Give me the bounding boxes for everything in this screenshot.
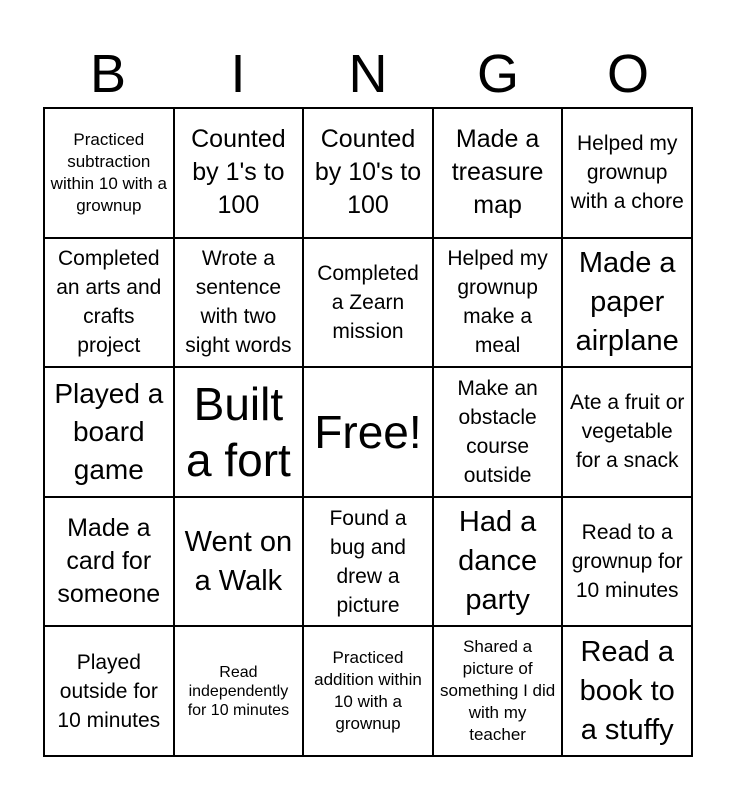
- bingo-cell: Wrote a sentence with two sight words: [174, 238, 304, 368]
- bingo-cell: Played a board game: [44, 367, 174, 497]
- header-letter-g: G: [476, 44, 519, 104]
- bingo-cell: Helped my grownup with a chore: [562, 108, 692, 238]
- bingo-cell: Counted by 1's to 100: [174, 108, 304, 238]
- bingo-cell: Read independently for 10 minutes: [174, 626, 304, 756]
- bingo-cell: Counted by 10's to 100: [303, 108, 433, 238]
- bingo-cell: Made a treasure map: [433, 108, 563, 238]
- free-space-cell: Free!: [303, 367, 433, 497]
- bingo-cell: Played outside for 10 minutes: [44, 626, 174, 756]
- bingo-cell: Practiced addition within 10 with a grownup: [303, 626, 433, 756]
- bingo-cell: Make an obstacle course outside: [433, 367, 563, 497]
- bingo-cell: Made a paper airplane: [562, 238, 692, 368]
- bingo-header: [43, 44, 693, 104]
- header-letter-n: N: [348, 44, 388, 104]
- bingo-cell: Had a dance party: [433, 497, 563, 627]
- bingo-cell: Went on a Walk: [174, 497, 304, 627]
- bingo-cell: Read a book to a stuffy: [562, 626, 692, 756]
- header-letter-b: B: [89, 44, 127, 104]
- bingo-cell: Made a card for someone: [44, 497, 174, 627]
- bingo-cell: Built a fort: [174, 367, 304, 497]
- bingo-cell: Read to a grownup for 10 minutes: [562, 497, 692, 627]
- header-letter-i: I: [230, 44, 246, 104]
- bingo-cell: Found a bug and drew a picture: [303, 497, 433, 627]
- bingo-cell: Completed an arts and crafts project: [44, 238, 174, 368]
- bingo-grid: [43, 107, 693, 757]
- bingo-cell: Practiced subtraction within 10 with a grownup: [44, 108, 174, 238]
- bingo-cell: Ate a fruit or vegetable for a snack: [562, 367, 692, 497]
- bingo-cell: Completed a Zearn mission: [303, 238, 433, 368]
- header-letter-o: O: [606, 44, 649, 104]
- bingo-cell: Helped my grownup make a meal: [433, 238, 563, 368]
- bingo-cell: Shared a picture of something I did with my teacher: [433, 626, 563, 756]
